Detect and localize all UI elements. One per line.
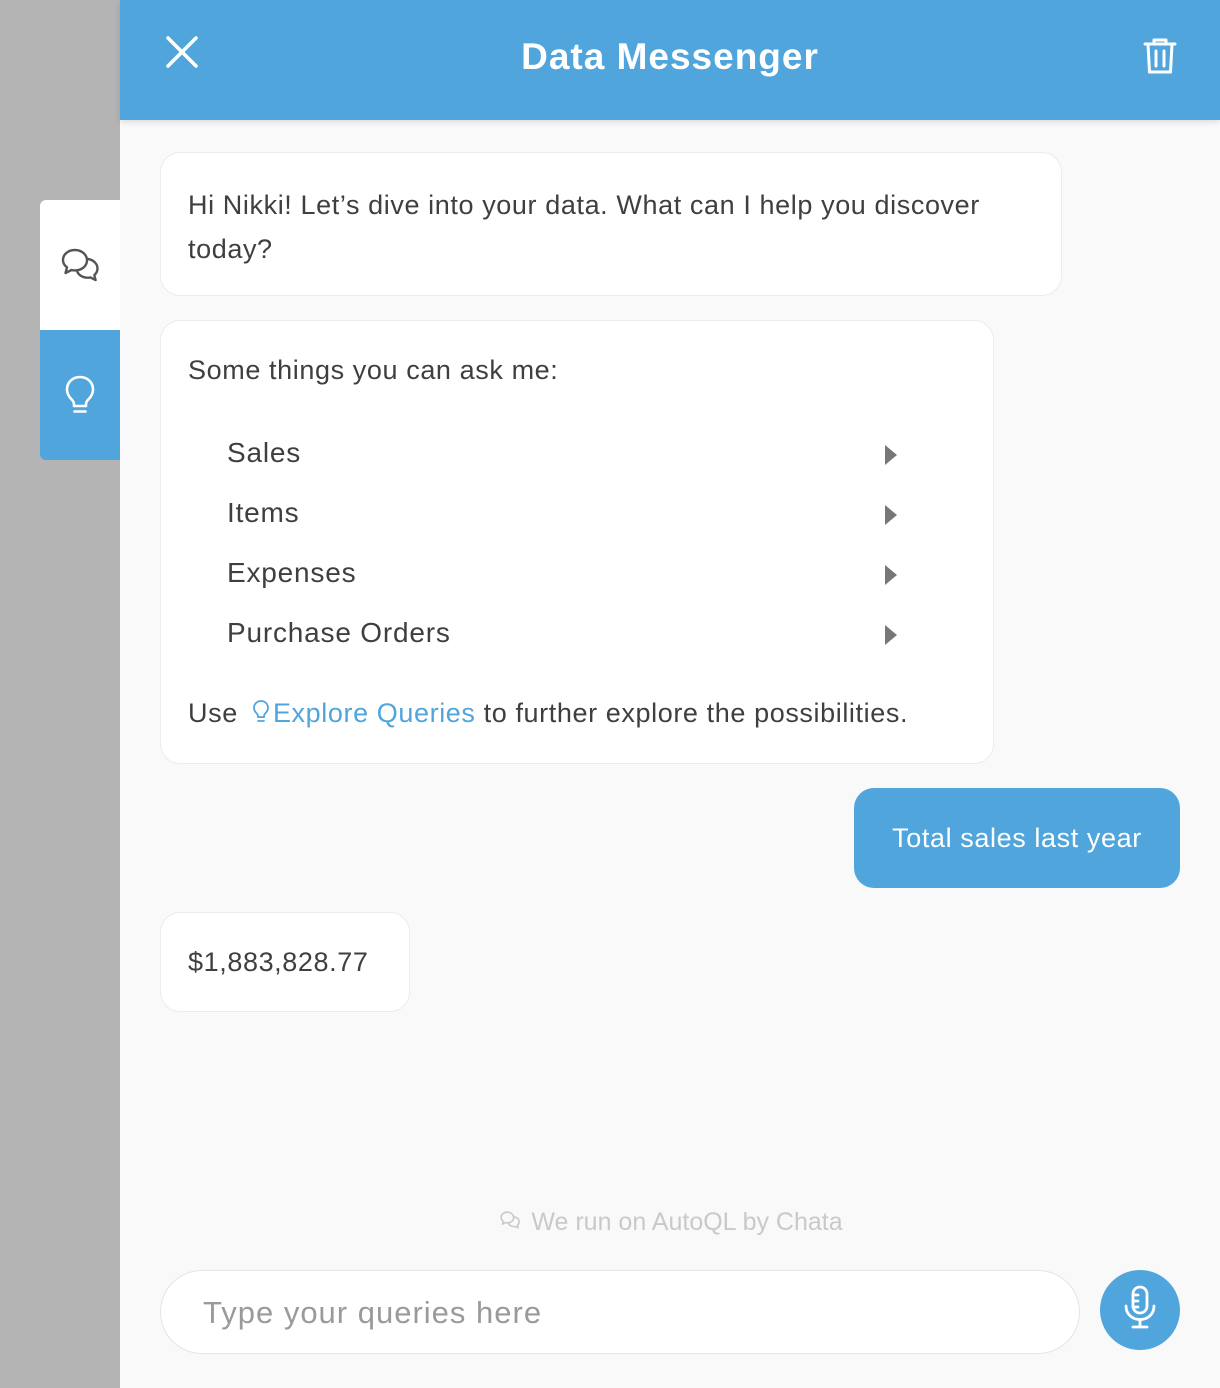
chat-bubbles-icon [56,241,104,289]
tab-data-messenger[interactable] [40,200,120,330]
topic-item-expenses[interactable] [227,557,897,597]
caret-right-icon [885,625,897,645]
topic-item-items[interactable] [227,497,897,537]
answer-value: $1,883,828.77 [188,946,369,977]
suggestions-message [160,320,994,764]
topic-label: Purchase Orders [227,617,451,648]
explore-queries-link[interactable] [246,698,476,728]
answer-message [160,912,410,1012]
caret-right-icon [885,445,897,465]
lightbulb-icon [56,371,104,419]
footer-suffix: to further explore the possibilities. [483,698,909,728]
suggestions-intro: Some things you can ask me: [188,355,559,385]
footer-prefix: Use [188,698,238,728]
topic-label: Items [227,497,300,528]
user-message-text: Total sales last year [892,822,1142,853]
page-title: Data Messenger [521,36,819,77]
side-tabs [40,200,120,460]
lightbulb-icon [252,699,270,732]
caret-right-icon [885,505,897,525]
user-message [854,788,1180,888]
microphone-icon [1122,1284,1158,1337]
topic-label: Sales [227,437,302,468]
voice-input-button[interactable] [1100,1270,1180,1350]
header [120,0,1220,120]
powered-by-text: We run on AutoQL by Chata [531,1208,843,1236]
topic-item-purchase-orders[interactable] [227,617,897,657]
powered-by [120,1208,1220,1239]
clear-messages-button[interactable] [1140,36,1180,80]
trash-icon [1142,36,1178,81]
query-input-container [160,1270,1080,1354]
query-input[interactable] [201,1271,1055,1355]
chata-logo-icon [497,1208,523,1239]
topic-item-sales[interactable] [227,437,897,477]
caret-right-icon [885,565,897,585]
suggestions-footer [188,698,908,732]
explore-link-label: Explore Queries [272,698,476,728]
data-messenger-panel [120,0,1220,1388]
tab-explore-queries[interactable] [40,330,120,460]
greeting-text: Hi Nikki! Let’s dive into your data. What can I help you discover today? [188,190,980,264]
greeting-message [160,152,1062,296]
topic-label: Expenses [227,557,357,588]
